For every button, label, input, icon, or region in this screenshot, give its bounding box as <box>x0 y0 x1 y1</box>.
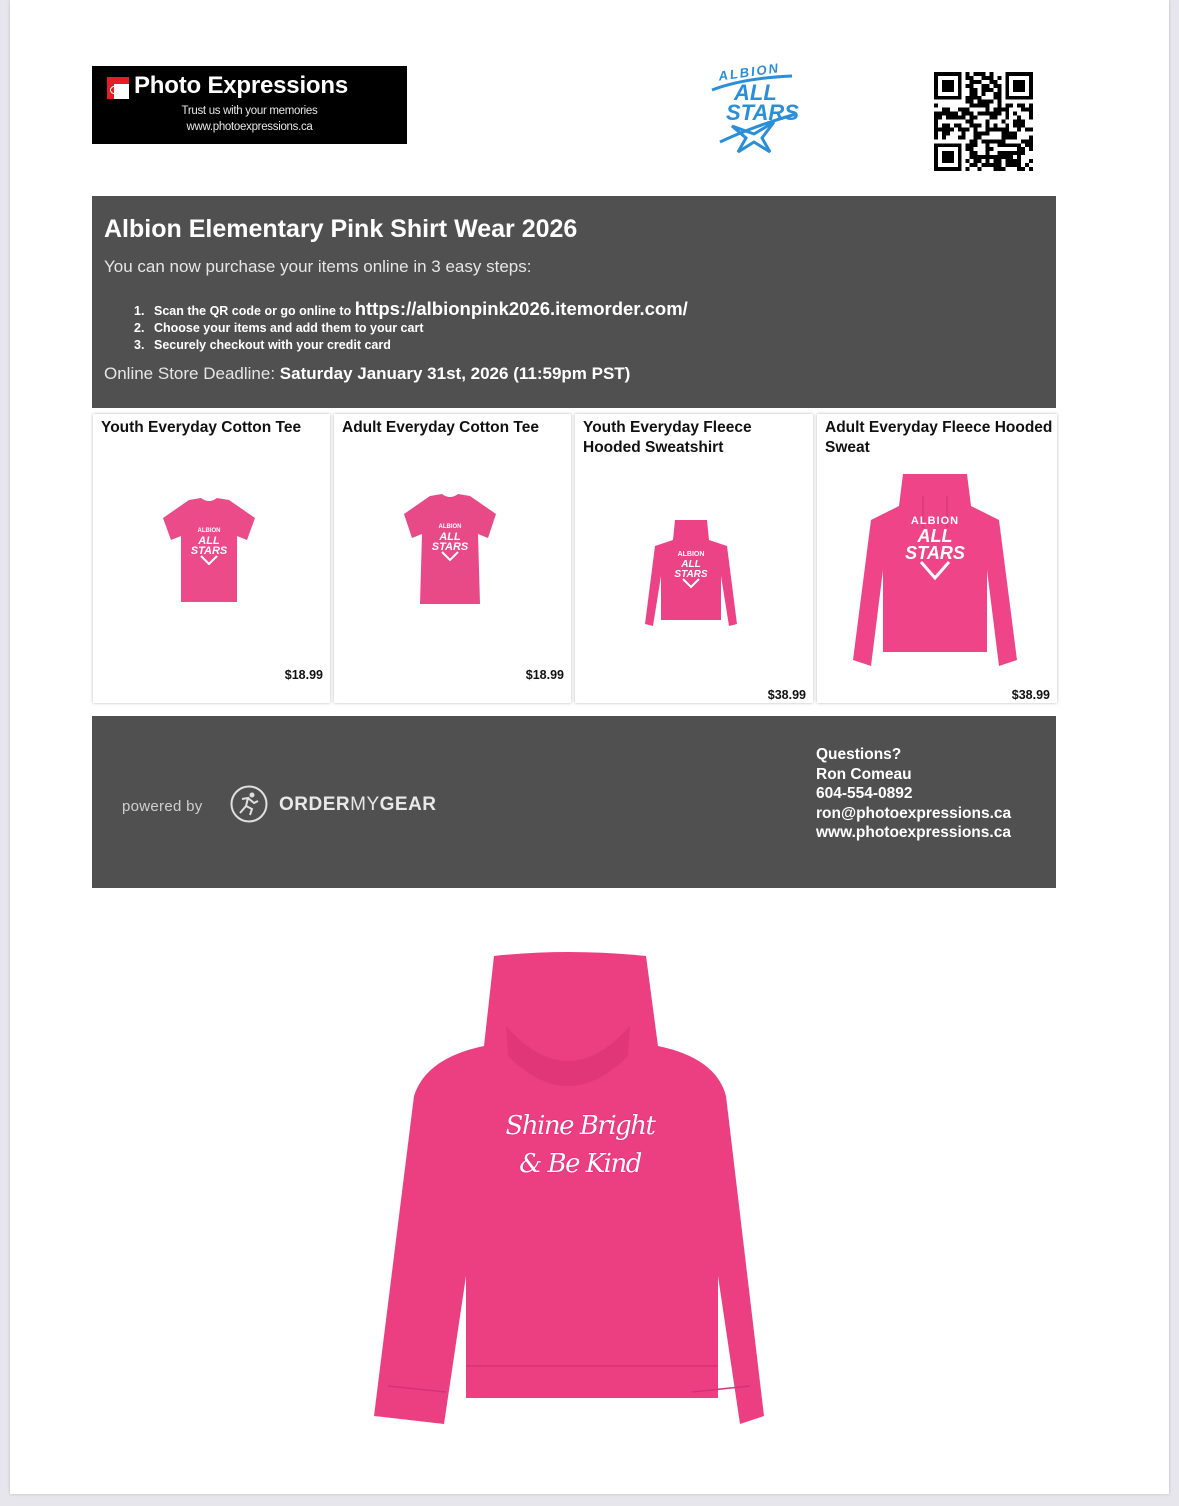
step-item: 3. Securely checkout with your credit card <box>134 338 391 352</box>
product-card[interactable] <box>575 414 813 703</box>
contact-info <box>816 745 1011 843</box>
svg-text:ALL: ALL <box>198 535 220 547</box>
step-item: 1. Scan the QR code or go online to https://albionpink2026.itemorder.com/ <box>134 298 688 319</box>
pink-tshirt-icon <box>400 492 500 608</box>
powered-by-label: powered by <box>122 798 203 815</box>
pink-tshirt-icon <box>159 496 259 606</box>
logo-albion-text: ALBION <box>717 60 781 84</box>
banner-subtitle: You can now purchase your items online in 3 easy steps: <box>104 257 532 276</box>
svg-text:ALL: ALL <box>439 531 461 543</box>
qr-code-icon[interactable] <box>934 72 1033 171</box>
product-price: $18.99 <box>284 668 323 682</box>
svg-text:STARS: STARS <box>674 569 708 580</box>
product-card[interactable] <box>817 414 1057 703</box>
contact-website[interactable]: www.photoexpressions.ca <box>816 824 1011 842</box>
info-banner <box>92 196 1056 408</box>
product-card[interactable] <box>334 414 571 703</box>
ordermygear-runner-icon <box>230 785 268 823</box>
store-deadline: Online Store Deadline: Saturday January 31st, 2026 (11:59pm PST) <box>104 364 631 383</box>
store-link[interactable]: https://albionpink2026.itemorder.com/ <box>354 298 688 319</box>
product-name: Adult Everyday Fleece Hooded Sweat <box>825 419 1053 456</box>
photo-expressions-logo <box>92 66 407 144</box>
product-price: $38.99 <box>1011 688 1050 702</box>
logo-tagline: Trust us with your memories <box>181 105 318 117</box>
product-name: Youth Everyday Fleece Hooded Sweatshirt <box>583 419 752 456</box>
albion-all-stars-logo <box>704 56 800 154</box>
product-grid <box>92 414 1058 704</box>
svg-text:ALBION: ALBION <box>677 551 705 558</box>
logo-all-text: ALL <box>734 80 777 105</box>
flyer-page <box>10 0 1169 1494</box>
svg-text:ALL: ALL <box>917 526 953 546</box>
banner-title: Albion Elementary Pink Shirt Wear 2026 <box>104 215 578 243</box>
svg-text:STARS: STARS <box>905 543 965 563</box>
svg-text:STARS: STARS <box>190 545 228 557</box>
product-price: $38.99 <box>767 688 806 702</box>
back-slogan: Shine Bright & Be Kind <box>505 1111 655 1179</box>
ordermygear-logo: ORDERMYGEAR <box>279 794 437 815</box>
logo-stars-text: STARS <box>726 100 799 125</box>
contact-phone[interactable]: 604-554-0892 <box>816 785 913 803</box>
logo-name: Photo Expressions <box>134 72 348 99</box>
product-card[interactable] <box>93 414 330 703</box>
contact-heading: Questions? <box>816 746 902 763</box>
logo-website: www.photoexpressions.ca <box>186 121 313 133</box>
product-name: Youth Everyday Cotton Tee <box>101 419 302 436</box>
footer-banner <box>92 716 1056 888</box>
svg-text:ALBION: ALBION <box>197 528 221 534</box>
step-item: 2. Choose your items and add them to your cart <box>134 321 424 335</box>
pink-hoodie-icon <box>847 470 1023 668</box>
steps-list <box>134 298 688 354</box>
product-price: $18.99 <box>525 668 564 682</box>
svg-text:STARS: STARS <box>431 541 469 553</box>
pink-hoodie-icon <box>641 516 741 632</box>
camera-frame-icon <box>107 77 129 99</box>
back-hoodie-image <box>366 946 770 1432</box>
svg-text:ALL: ALL <box>681 559 701 570</box>
star-icon <box>732 122 774 152</box>
contact-email[interactable]: ron@photoexpressions.ca <box>816 804 1012 822</box>
svg-text:ALBION: ALBION <box>438 524 462 530</box>
svg-text:ALBION: ALBION <box>910 515 960 527</box>
product-name: Adult Everyday Cotton Tee <box>342 419 539 436</box>
contact-name: Ron Comeau <box>816 765 912 783</box>
